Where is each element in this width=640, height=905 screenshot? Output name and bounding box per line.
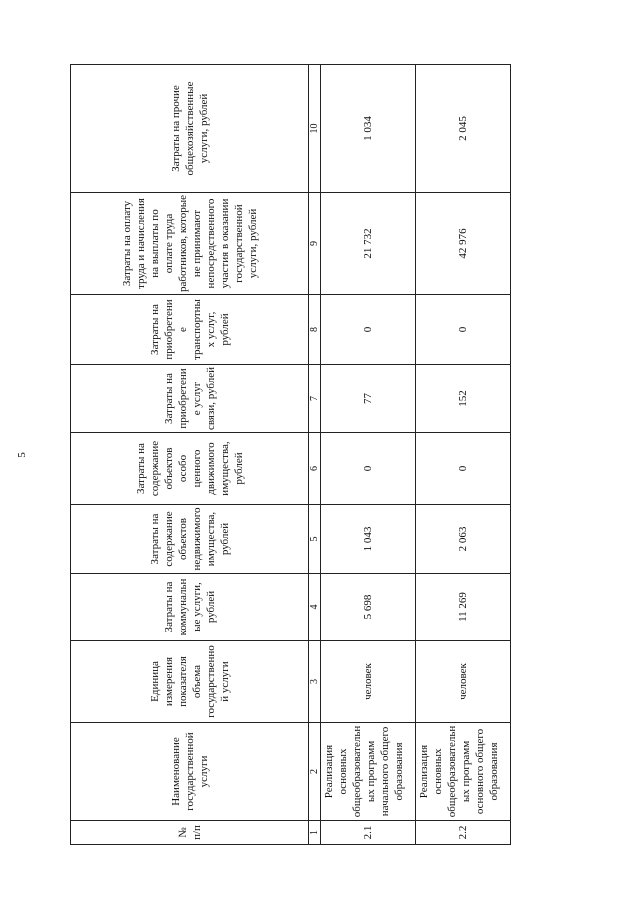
rotated-table-container bbox=[70, 65, 510, 845]
real-estate-cost: 2 063 bbox=[416, 505, 511, 574]
unit-value: человек bbox=[416, 641, 511, 723]
column-number: 1 bbox=[309, 821, 321, 845]
utilities-cost: 11 269 bbox=[416, 574, 511, 641]
movable-property-cost: 0 bbox=[321, 433, 416, 505]
rotated-table-frame bbox=[70, 65, 510, 845]
table-row bbox=[321, 65, 416, 845]
communication-cost: 152 bbox=[416, 365, 511, 433]
header-cell-no: № п/п bbox=[71, 821, 309, 845]
column-number: 2 bbox=[309, 723, 321, 821]
transport-cost: 0 bbox=[416, 295, 511, 365]
column-number: 7 bbox=[309, 365, 321, 433]
table-row bbox=[416, 65, 511, 845]
other-services-cost: 2 045 bbox=[416, 65, 511, 193]
header-cell-transport: Затраты на приобретение транспортных услуг, рублей bbox=[71, 295, 309, 365]
labor-cost: 42 976 bbox=[416, 193, 511, 295]
column-number: 6 bbox=[309, 433, 321, 505]
header-cell-other-services: Затраты на прочие общехозяйственные услуги, рублей bbox=[71, 65, 309, 193]
row-number: 2.1 bbox=[321, 821, 416, 845]
column-number: 8 bbox=[309, 295, 321, 365]
labor-cost: 21 732 bbox=[321, 193, 416, 295]
header-cell-utilities: Затраты на коммунальные услуги, рублей bbox=[71, 574, 309, 641]
header-row bbox=[71, 65, 309, 845]
column-number-row bbox=[309, 65, 321, 845]
page-number: 5 bbox=[16, 452, 28, 458]
communication-cost: 77 bbox=[321, 365, 416, 433]
utilities-cost: 5 698 bbox=[321, 574, 416, 641]
header-cell-movable-property: Затраты на содержание объектов особо ценного движимого имущества, рублей bbox=[71, 433, 309, 505]
column-number: 10 bbox=[309, 65, 321, 193]
header-cell-real-estate: Затраты на содержание объектов недвижимого имущества, рублей bbox=[71, 505, 309, 574]
movable-property-cost: 0 bbox=[416, 433, 511, 505]
row-number: 2.2 bbox=[416, 821, 511, 845]
header-cell-labor: Затраты на оплату труда и начисления на выплаты по оплате труда работников, которые не принимают непосредственного участия в оказании государственной услуги, рублей bbox=[71, 193, 309, 295]
real-estate-cost: 1 043 bbox=[321, 505, 416, 574]
header-cell-service-name: Наименование государственной услуги bbox=[71, 723, 309, 821]
header-cell-communication: Затраты на приобретение услуг связи, рублей bbox=[71, 365, 309, 433]
column-number: 4 bbox=[309, 574, 321, 641]
other-services-cost: 1 034 bbox=[321, 65, 416, 193]
service-name: Реализация основных общеобразовательных программ основного общего образования bbox=[416, 723, 511, 821]
column-number: 3 bbox=[309, 641, 321, 723]
column-number: 9 bbox=[309, 193, 321, 295]
unit-value: человек bbox=[321, 641, 416, 723]
cost-table bbox=[70, 64, 511, 845]
column-number: 5 bbox=[309, 505, 321, 574]
header-cell-unit: Единица измерения показателя объема государственной услуги bbox=[71, 641, 309, 723]
transport-cost: 0 bbox=[321, 295, 416, 365]
service-name: Реализация основных общеобразовательных программ начального общего образования bbox=[321, 723, 416, 821]
